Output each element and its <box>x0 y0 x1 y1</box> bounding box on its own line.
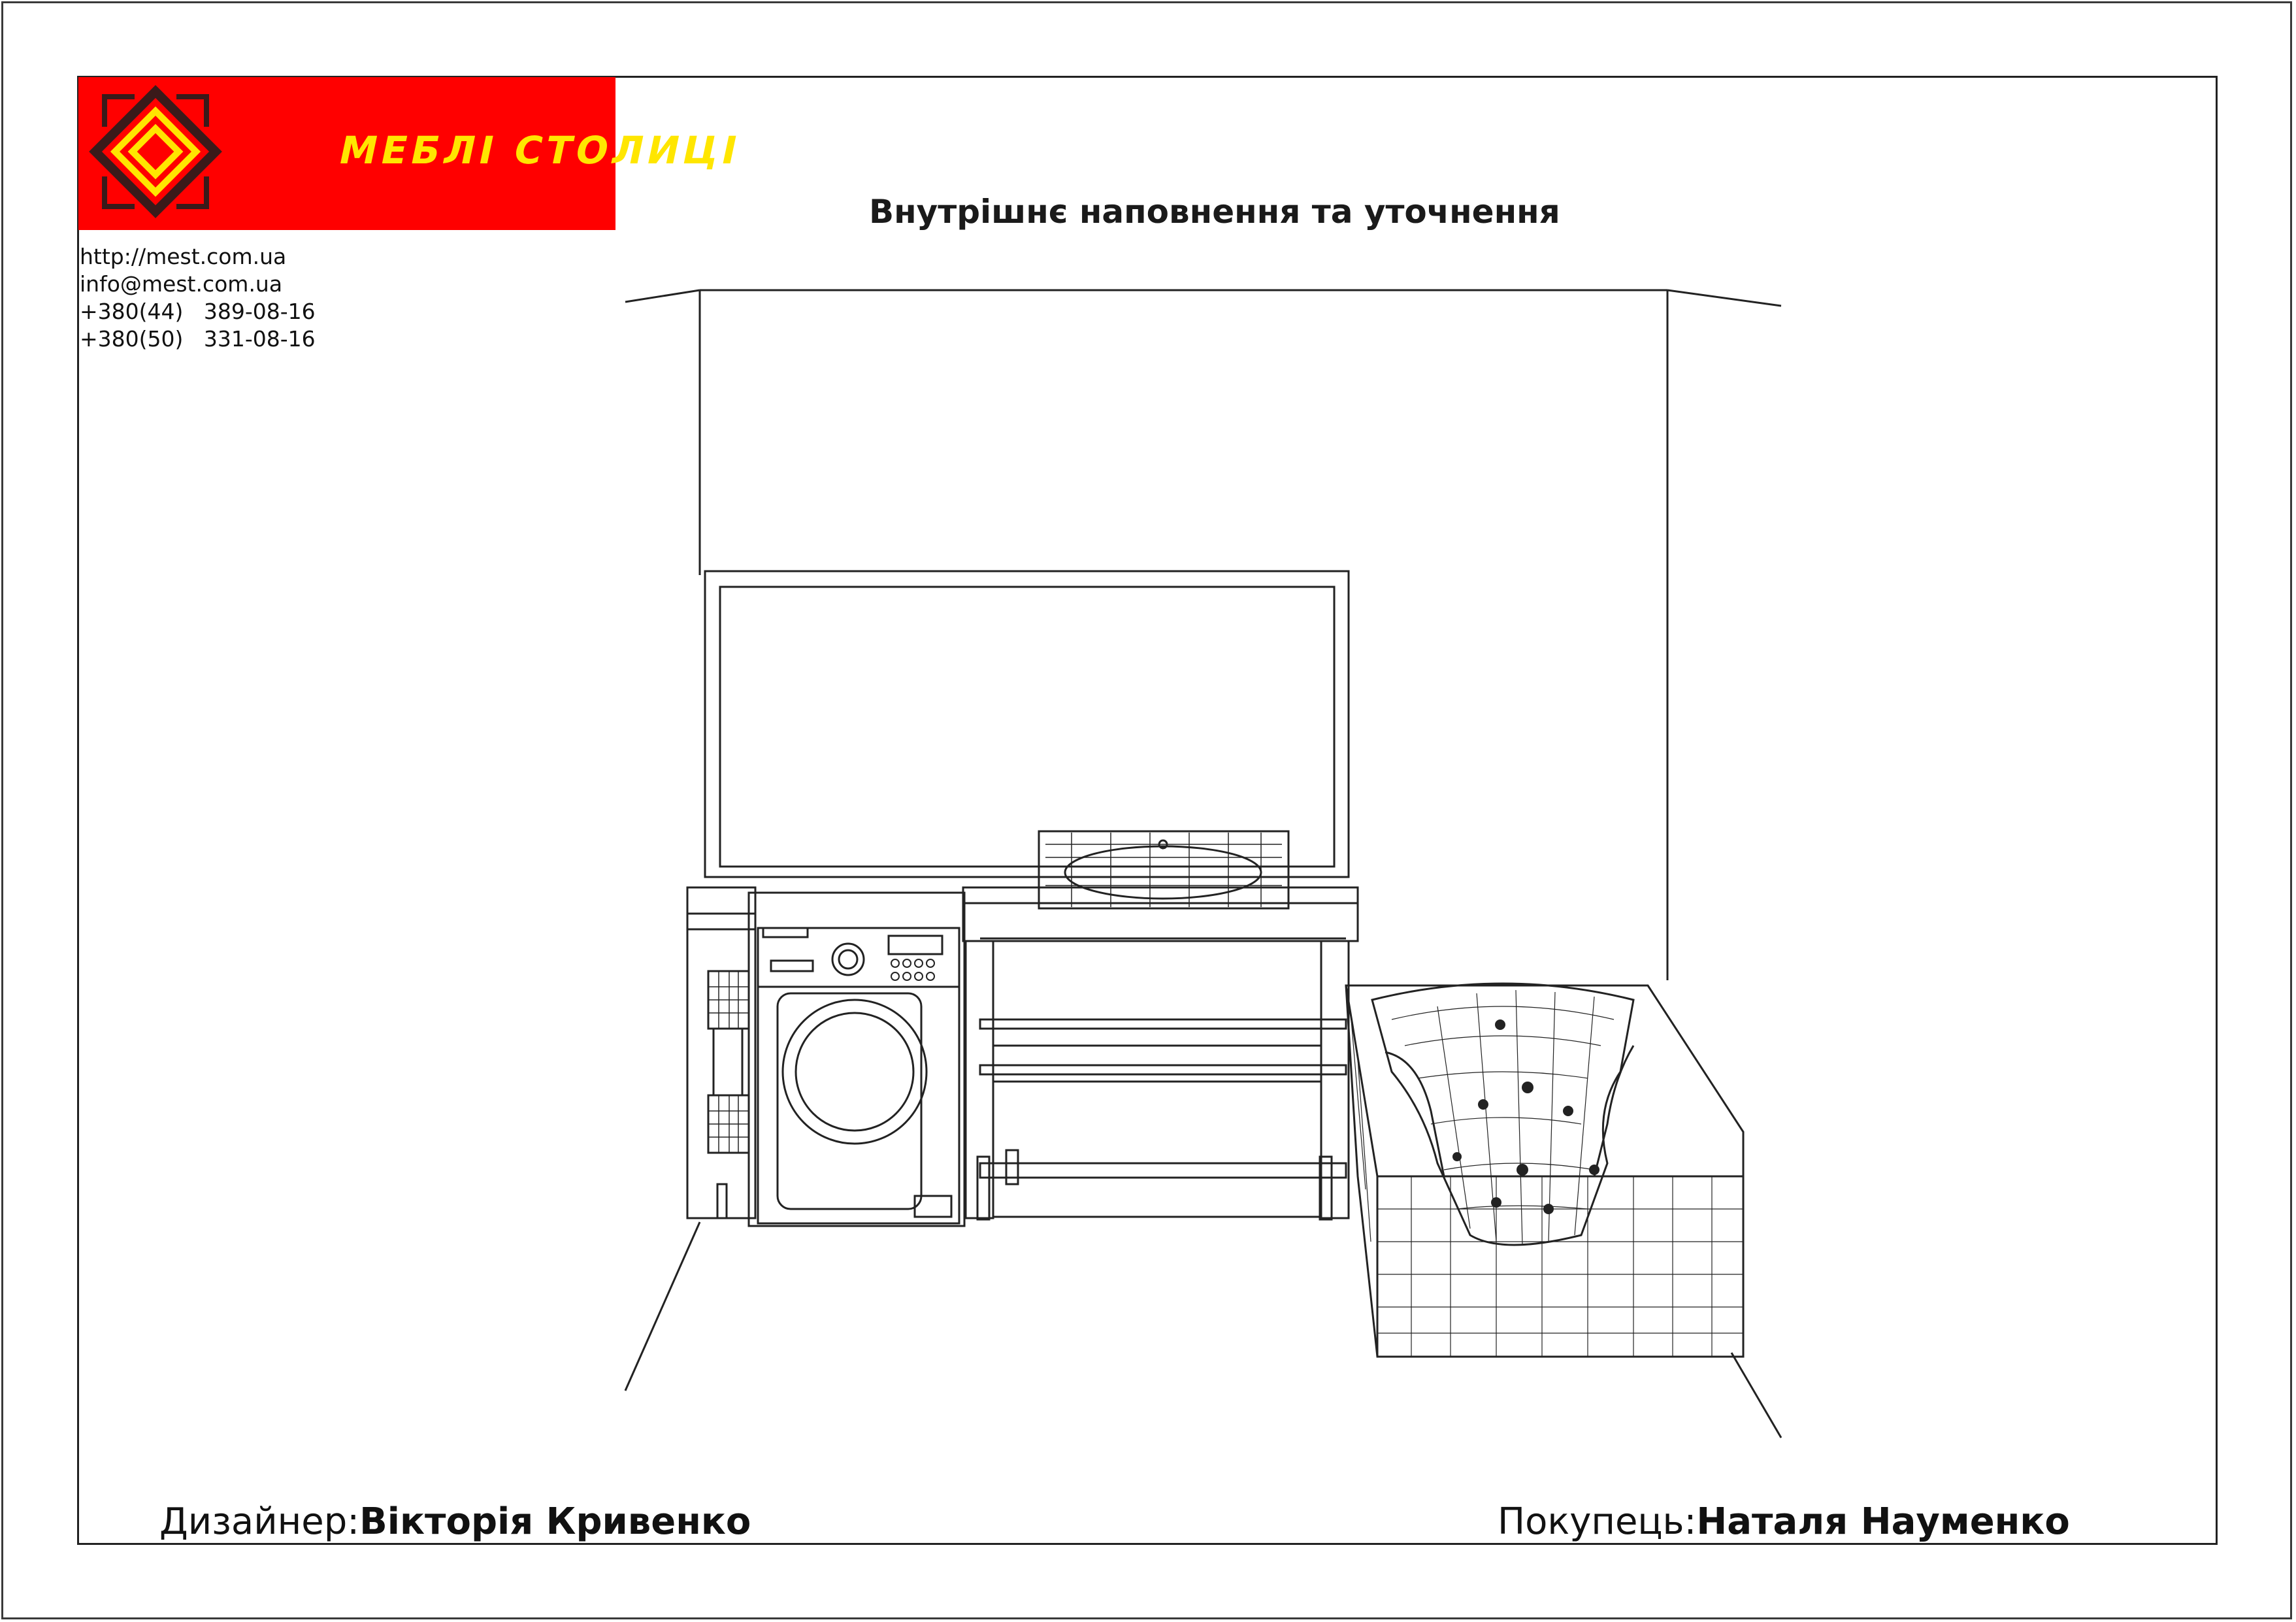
designer-name: Вікторія Кривенко <box>359 1500 751 1543</box>
email-link[interactable]: info@mest.com.ua <box>80 271 283 297</box>
room-walls <box>625 290 1781 1438</box>
customer-name: Наталя Науменко <box>1696 1500 2070 1543</box>
designer-label: Дизайнер: <box>159 1500 360 1543</box>
washing-machine <box>758 928 959 1223</box>
washing-machine-cabinet <box>687 887 964 1226</box>
page-title: Внутрішнє наповнення та уточнення <box>869 193 1560 231</box>
open-shelf-unit <box>963 887 1358 1219</box>
phone-2: +380(50) 331-08-16 <box>80 326 316 352</box>
designer-signature <box>159 1500 751 1543</box>
whirlpool-bathtub <box>1346 984 1743 1357</box>
phone-1: +380(44) 389-08-16 <box>80 299 316 324</box>
website-link[interactable]: http://mest.com.ua <box>80 244 287 269</box>
company-name: МЕБЛІ СТОЛИЦІ <box>335 128 746 173</box>
customer-label: Покупець: <box>1498 1500 1697 1543</box>
vessel-sink <box>1039 831 1288 908</box>
wire-baskets <box>708 971 749 1218</box>
customer-signature <box>1498 1500 2070 1543</box>
